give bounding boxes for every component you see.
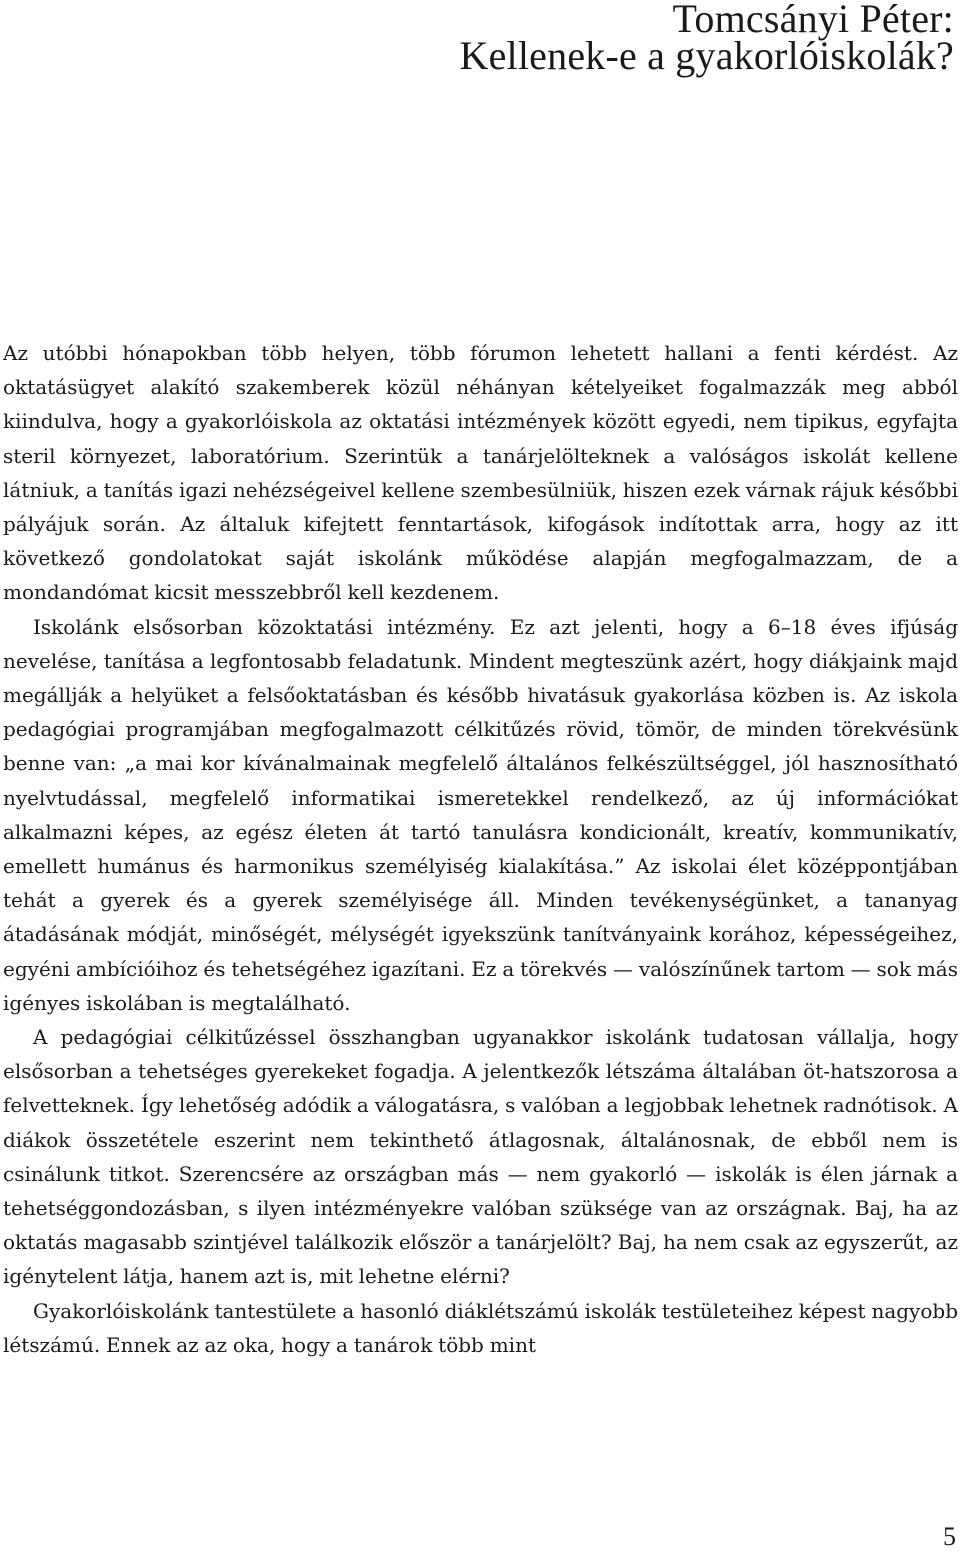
article-body (3, 336, 958, 1362)
article-title: Kellenek-e a gyakorlóiskolák? (459, 33, 954, 78)
page-number: 5 (943, 1522, 956, 1551)
paragraph-intro: Az utóbbi hónapokban több helyen, több fórumon lehetett hallani a fenti kérdést. Az oktatásügyet alakító szakemberek közül néhányan kételyeiket fogalmazzák meg abból kiindulva, hogy a gyakorlóiskola az oktatási intézmények között egyedi, nem tipikus, egyfajta steril környezet, laboratórium. Szerintük a tanárjelölteknek a valóságos iskolát kellene látniuk, a tanítás igazi nehézségeivel kellene szembesülniük, hiszen ezek várnak rájuk későbbi pályájuk során. Az általuk kifejtett fenntartások, kifogások indítottak arra, hogy az itt következő gondolatokat saját iskolánk működése alapján megfogalmazzam, de a mondandómat kicsit messzebbről kell kezdenem. (3, 341, 958, 605)
paragraph-school-mission: Iskolánk elsősorban közoktatási intézmény. Ez azt jelenti, hogy a 6–18 éves ifjúság nevelése, tanítása a legfontosabb feladatunk. Mindent megteszünk azért, hogy diákjaink majd megállják a helyüket a felsőoktatásban és később hivatásuk gyakorlása közben is. Az iskola pedagógiai programjában megfogalmazott célkitűzés rövid, tömör, de minden törekvésünk benne van: „a mai kor kívánalmainak megfelelő általános felkészültséggel, jól hasznosítható nyelvtudással, megfelelő informatikai ismeretekkel rendelkező, az új információkat alkalmazni képes, az egész életen át tartó tanulásra kondicionált, kreatív, kommunikatív, emellett humánus és harmonikus személyiség kialakítása.” Az iskolai élet középpontjában tehát a gyerek és a gyerek személyisége áll. Minden tevékenységünket, a tananyag átadásának módját, minőségét, mélységét igyekszünk tanítványaink korához, képességeihez, egyéni ambícióihoz és tehetségéhez igazítani. Ez a törekvés — valószínűnek tartom — sok más igényes iskolában is megtalálható. (3, 614, 958, 1015)
article-heading (459, 0, 955, 78)
paragraph-staff: Gyakorlóiskolánk tantestülete a hasonló diáklétszámú iskolák testületeihez képest nagyobb létszámú. Ennek az az oka, hogy a tanárok több mint (3, 1298, 958, 1357)
author-name: Tomcsányi Péter: (672, 0, 954, 41)
paragraph-talent: A pedagógiai célkitűzéssel összhangban ugyanakkor iskolánk tudatosan vállalja, hogy elsősorban a tehetséges gyerekeket fogadja. A jelentkezők létszáma általában öt-hatszorosa a felvetteknek. Így lehetőség adódik a válogatásra, s valóban a legjobbak lehetnek radnótisok. A diákok összetétele eszerint nem tekinthető átlagosnak, általánosnak, de ebből nem is csinálunk titkot. Szerencsére az országban más — nem gyakorló — iskolák is élen járnak a tehetséggondozásban, s ilyen intézményekre valóban szüksége van az országnak. Baj, ha az oktatás magasabb szintjével találkozik először a tanárjelölt? Baj, ha nem csak az egyszerűt, az igénytelent látja, hanem azt is, mit lehetne elérni? (3, 1025, 958, 1289)
